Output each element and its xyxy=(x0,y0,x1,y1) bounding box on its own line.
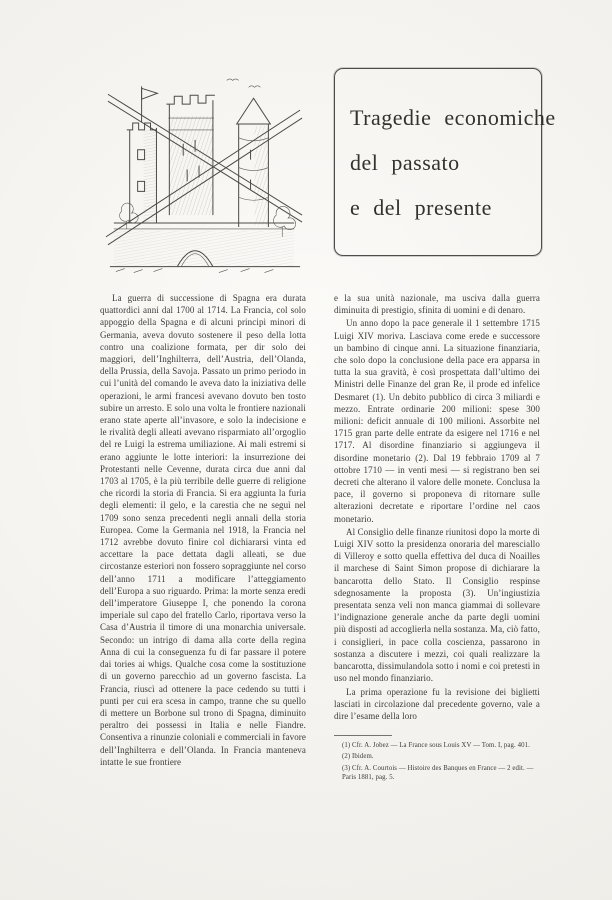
article-title-line-2: del passato xyxy=(350,150,460,175)
body-paragraph: Al Consiglio delle finanze riunitosi dopo la morte di Luigi XIV sotto la presidenza onoraria del maresciallo di Villeroy e sotto quella effettiva del duca di Noailles il marchese di Saint Simon propose di dichiarare la bancarotta dello Stato. Il Consiglio respinse sdegnosamente la proposta (3). Un’ingiustizia presentata senza veli non manca giammai di sollevare l’indignazione generale anche da parte degli uomini più disposti ad accoglierla nella sostanza. Ma, ciò fatto, i consiglieri, in pace colla coscienza, passarono in sostanza a discutere i mezzi, coi quali realizzare la bancarotta, dissimulandola sotto i nomi e coi pretesti in uso nel mondo finanziario. xyxy=(334,526,540,684)
footnote: (2) Ibidem. xyxy=(342,753,374,761)
footnote-divider xyxy=(334,735,392,736)
castle-etching-illustration xyxy=(100,65,308,281)
body-columns xyxy=(100,292,542,784)
footnote: (1) Cfr. A. Jobez — La France sous Louis XV — Tom. I, pag. 401. xyxy=(342,742,530,750)
page-header-row xyxy=(100,65,556,281)
body-paragraph: e la sua unità nazionale, ma usciva dalla guerra diminuita di prestigio, sfinita di uomini e di denaro. xyxy=(334,293,540,316)
body-paragraph: La guerra di successione di Spagna era durata quattordici anni dal 1700 al 1714. La Francia, col solo appoggio della Spagna e di alcuni principi minori di Germania, aveva dovuto sostenere il peso della lotta contro una coalizione formata, per dir solo dei maggiori, dell’Inghilterra, dell’Austria, dell’Olanda, della Prussia, della Savoja. Passato un primo periodo in cui l’unità del comando le aveva dato la iniziativa delle operazioni, le armi francesi avevano dovuto ben tosto subire un arresto. E solo una volta le frontiere nazionali erano state aperte all’invasore, e solo la indecisione e le rivalità degli alleati avevano risparmiato all’orgoglio del re Luigi la estrema umiliazione. Ai mali estremi si erano aggiunte le lotte interiori: la insurrezione dei Protestanti nelle Cevenne, durata circa due anni dal 1703 al 1705, è la più terribile delle guerre di religione che ricordi la storia di Francia. Si era aggiunta la furia degli elementi: il gelo, e la carestia che ne seguì nel 1709 sono senza precedenti negli annali della storia Europea. Come la Germania nel 1918, la Francia nel 1712 avrebbe dovuto finire col dichiararsi vinta ed accettare la pace dettata dagli alleati, se due circostanze esteriori non fossero sopraggiunte nel corso dell’anno 1711 a modificare l’atteggiamento dell’Europa a suo riguardo. Prima: la morte senza eredi dell’imperatore Giuseppe I, che ponendo la corona imperiale sul capo del fratello Carlo, riportava verso la Casa d’Austria il timore di una monarchia universale. Secondo: un intrigo di dama alla corte della regina Anna di cui la conseguenza fu di far passare il potere dai tories ai whigs. Qualche cosa come la sostituzione di un governo parecchio ad un governo fascista. La Francia, riuscì ad ottenere la pace cedendo su tutti i punti per cui era scesa in campo, tranne che su quello di mettere un Borbone sul trono di Spagna, diminuito peraltro dei possessi in Italia e nelle Fiandre. Consentiva a rinunzie coloniali e commerciali in favore dell’Inghilterra e dell’Olanda. In Francia manteneva intatte le sue frontiere xyxy=(100,293,306,767)
right-column xyxy=(334,292,540,784)
footnotes-block xyxy=(334,735,540,782)
article-title-box xyxy=(334,68,556,256)
body-paragraph: La prima operazione fu la revisione dei biglietti lasciati in circolazione dal precedente governo, vale a dire l’esame della loro xyxy=(334,686,540,721)
castle-etching-icon xyxy=(100,65,308,281)
body-paragraph: Un anno dopo la pace generale il 1 settembre 1715 Luigi XIV moriva. Lasciava come erede e successore un bambino di cinque anni. La situazione finanziaria, che solo dopo la conclusione della pace era apparsa in tutta la sua gravità, è così prospettata dall’ultimo dei Ministri delle Finanze del gran Re, il prode ed infelice Desmaret (1). Un debito pubblico di circa 3 miliardi e mezzo. Entrate ordinarie 200 milioni: spese 300 milioni: deficit annuale di 100 milioni. Assorbite nel 1715 gran parte delle entrate da esigere nel 1716 e nel 1717. Al disordine finanziario si aggiungeva il disordine monetario (2). Dal 19 febbraio 1709 al 7 ottobre 1710 — in venti mesi — si registrano ben sei decreti che alterano il valore delle monete. Conclusa la pace, il governo si proponeva di ritornare sulle alterazioni decretate e riportare l’ordine nel caos monetario. xyxy=(334,318,540,524)
article-title-line-3: e del presente xyxy=(350,195,492,220)
left-column xyxy=(100,292,306,784)
footnote: (3) Cfr. A. Courtois — Histoire des Banques en France — 2 edit. — Paris 1881, pag. 5. xyxy=(342,764,534,781)
article-title-line-1: Tragedie economiche xyxy=(350,105,556,130)
